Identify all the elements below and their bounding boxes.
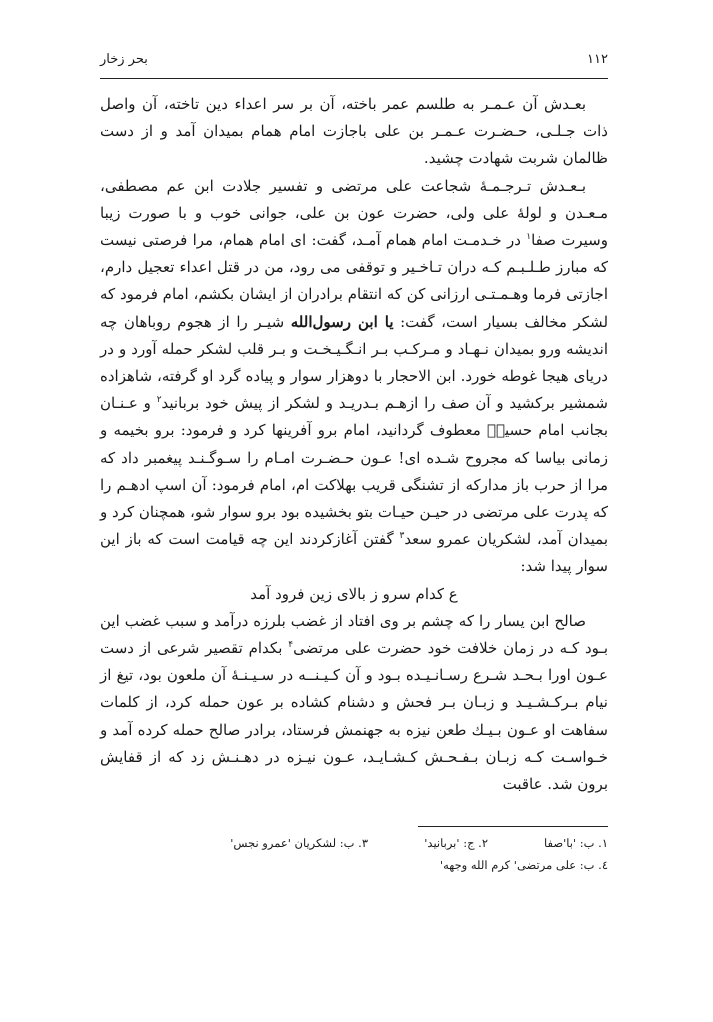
invocation-text: یا ابن رسول‌الله <box>290 312 394 331</box>
footnote-4: ٤. ب: علی مرتضی' کرم الله وجهه' <box>439 858 608 872</box>
body-text <box>100 91 608 798</box>
verse-line: ع کدام سرو ز بالای زین فرود آمد <box>250 584 458 603</box>
paragraph-1: بعـدش آن عـمـر به طلسم عمر باخته، آن بر سر اعداء دین تاخته، آن واصل ذات جـلـی، حـضـرت عـمـر بن علی باجازت امام همام بمیدان آمد و از دست ظالمان شربت شهادت چشید. <box>100 95 608 168</box>
header-rule <box>100 78 608 79</box>
footnote-row-2 <box>100 854 608 876</box>
footnote-marker-3: ۳ <box>399 531 405 542</box>
paragraph-2-part-d: و عـنـان بجانب امام حسینؑ معطوف گردانید، امام برو آفرینها کرد و فرمود: برو بخیمه و زمانی بیاسا که مجروح شـده ای! عـون حـضـرت امـام را سـوگـنـد پیغمبر داد که مرا از حرب باز مدارکه از تشنگی قریب بهلاکت ام، امام فرمود: آن اسپ ادهـم را که پدرت علی مرتضی در حیـن حیـات بتو بخشیده بود برو سوار شو، همچنان کرد و بمیدان آمد، لشکریان عمرو سعد <box>100 394 609 549</box>
footnote-row-1 <box>100 832 608 854</box>
paragraph-2-part-b: در خـدمـت امام همام آمـد، گفت: ای امام همام، مرا فرصتی نیست که مبارز طـلـبـم کـه دران تـاخـیر و توقفی می رود، من در قتل اعداء تعجیل دارم، اجازتی فرما وهـمـتـی ارزانی کن که انتقام برادران از ایشان بکشم، امام فرمود که لشکر مخالف بسیار است، گفت: <box>100 231 609 331</box>
footnote-3: ۳. ب: لشکریان 'عمرو نجس' <box>230 836 368 850</box>
footnote-rule <box>418 826 608 827</box>
paragraph-3-part-b: بکدام تقصیر شرعی از دست عـون اورا بـحـد شـرع رسـانـیـده بـود و آن کـیـنــه در سـیـنـهٔ آن ملعون بود، تیغ از نیام بـرکـشـیـد و زبـان بـر فحش و دشنام کشاده بر عون حمله کرد، از کلمات سفاهت او عـون بـیـك طعن نیزه به جهنمش فرستاد، برادر صالح حمله کرده آمد و خـواسـت کـه زبـان بـفـحـش کـشـایـد، عـون نیـزه در دهـنـش زد که از قفایش برون شد. عاقبت <box>100 639 608 794</box>
paragraph-2 <box>100 173 608 581</box>
paragraph-2-part-a: بـعـدش تـرجـمـهٔ شجاعت علی مرتضی و تفسیر جلادت ابن عم مصطفی، مـعـدن و لولهٔ علی ولی، حضرت عون بن علی، جوانی خوب و با صورت زیبا وسیرت صفا <box>100 176 608 250</box>
page-header <box>100 52 608 74</box>
paragraph-2-part-c: شیـر را از هجوم روباهان چه اندیشه ورو بمیدان نـهـاد و مـرکـب بـر انـگـیـخـت و بـر قلب لشکر حمله آورد و در دریای هیجا غوطه خورد. ابن الاحجار با دوهزار سوار و پیاده گرد او گرفته، شاهزاده شمشیر برکشید و آن صف را ازهـم بـدریـد و لشکر از پیش خود بربانید <box>100 312 608 413</box>
footnotes <box>100 832 608 876</box>
footnote-1: ۱. ب: 'با'صفا <box>544 836 608 850</box>
paragraph-2-part-e: گفتن آغازکردند این چه قیامت است که باز این سوار پیدا شد: <box>100 530 608 576</box>
page-number: ۱۱۲ <box>587 52 608 67</box>
running-title: بحر زخار <box>100 52 148 67</box>
paragraph-3-part-a: صالح ابن یسار را که چشم بر وی افتاد از غضب بلرزه درآمد و سبب غضب این بـود کـه در زمان خلافت خود حضرت علی مرتضی <box>100 611 608 658</box>
footnote-marker-1: ۱ <box>526 232 532 243</box>
footnote-2: ۲. ج: 'بربانید' <box>424 836 488 850</box>
footnote-marker-4: ۴ <box>288 640 294 651</box>
paragraph-3 <box>100 608 608 798</box>
footnote-marker-2: ۲ <box>156 395 162 406</box>
